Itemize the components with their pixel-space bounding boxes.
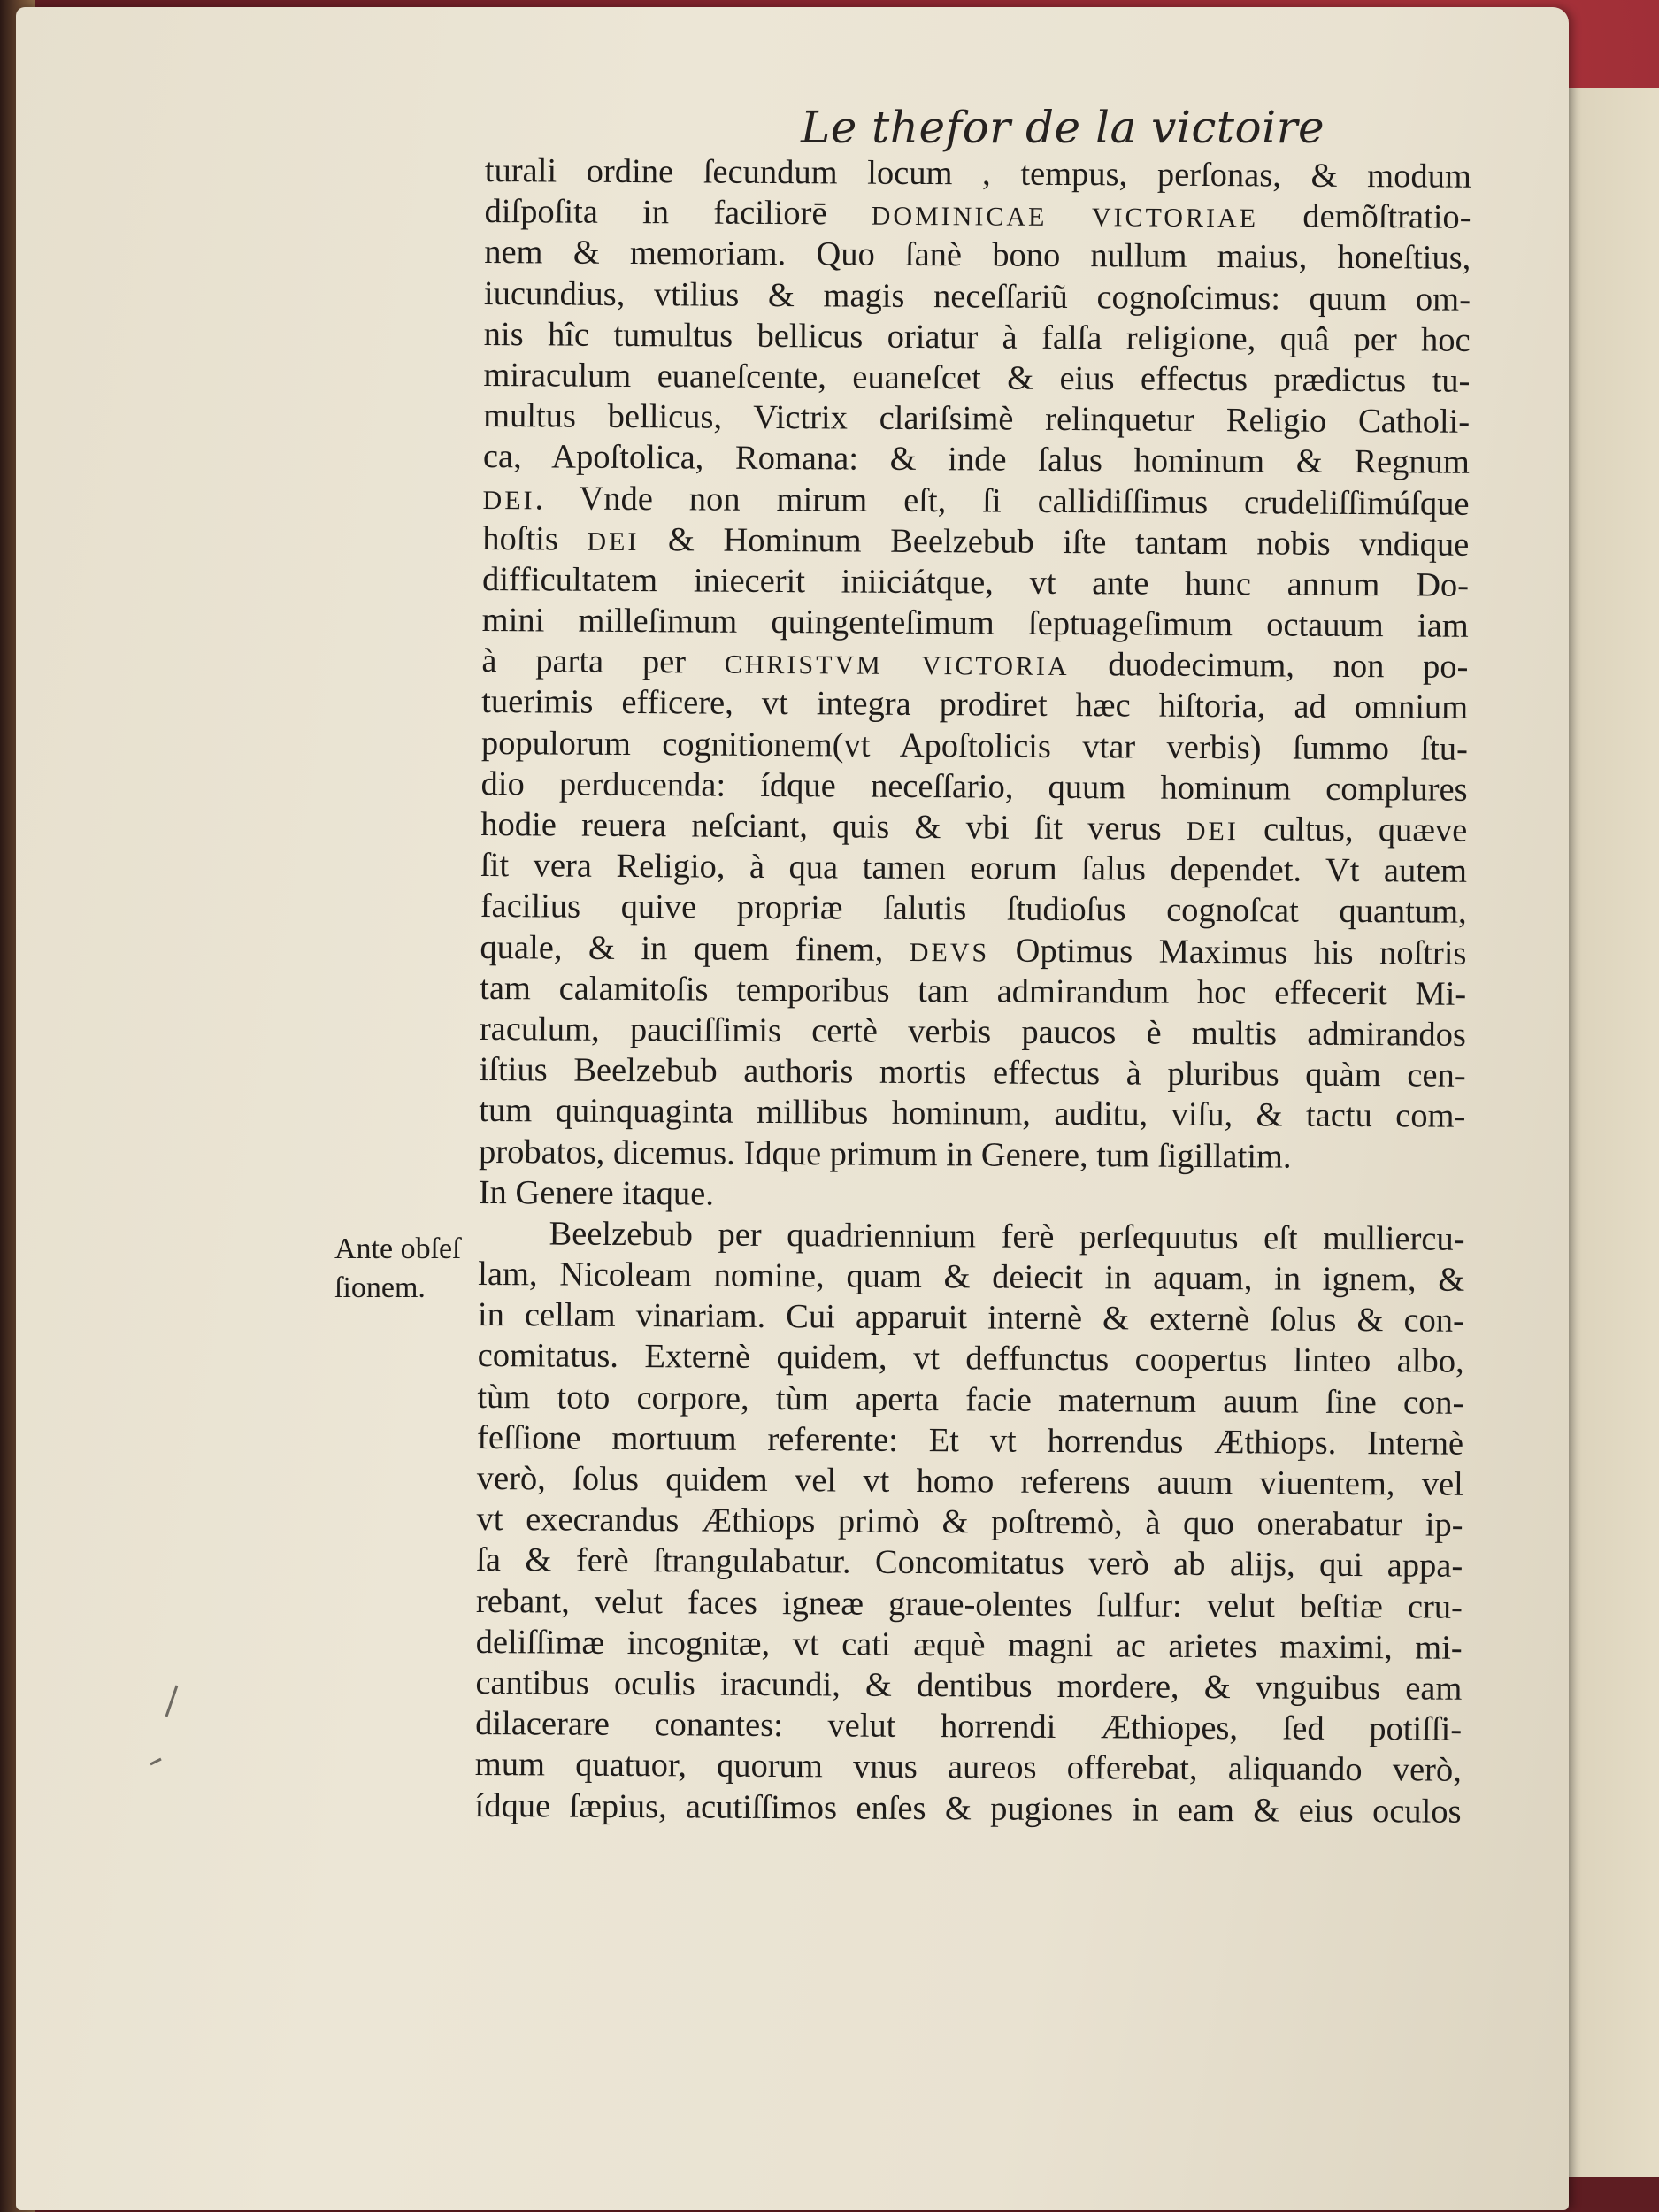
text-line <box>475 1703 1462 1750</box>
text-line <box>483 436 1470 483</box>
text-segment: difficultatem iniecerit iniiciátque, vt ante hunc annum Do- <box>481 560 1470 604</box>
text-segment: deliſſimæ incognitæ, vt cati æquè magni ac arietes maximi, mi- <box>475 1623 1463 1667</box>
text-line <box>479 1090 1465 1137</box>
text-segment: raculum, pauciſſimis certè verbis paucos è multis admirandos <box>479 1010 1467 1054</box>
text-line <box>481 723 1468 770</box>
text-segment: & Hominum Beelzebub iſte tantam nobis vndique <box>639 520 1470 564</box>
text-segment: multus bellicus, Victrix clariſsimè relinquetur Religio Catholi- <box>483 397 1471 441</box>
marginal-note-line: ſionem. <box>334 1271 426 1304</box>
text-segment: dio perducenda: ídque neceſſario, quum hominum complures <box>480 764 1468 809</box>
text-line <box>477 1377 1463 1424</box>
text-line <box>485 150 1471 197</box>
text-line <box>479 1172 1465 1219</box>
marginal-note <box>334 1230 485 1308</box>
text-segment: turali ordine ſecundum locum , tempus, perſonas, & modum <box>484 151 1471 196</box>
text-segment: à parta per <box>481 642 725 681</box>
text-segment: in cellam vinariam. Cui apparuit internè & externè ſolus & con- <box>477 1296 1465 1340</box>
text-segment: feſſione mortuum referente: Et vt horrendus Æthiops. Internè <box>476 1418 1464 1463</box>
text-segment: Beelzebub per quadriennium ferè perſequutus eſt mulliercu- <box>549 1215 1465 1258</box>
text-line <box>476 1499 1463 1546</box>
text-line <box>476 1540 1463 1586</box>
text-line <box>478 1254 1464 1301</box>
text-line <box>483 396 1470 442</box>
text-segment: duodecimum, non po- <box>1069 646 1469 687</box>
text-line <box>480 886 1467 933</box>
text-line <box>482 559 1469 606</box>
text-line <box>478 1335 1464 1382</box>
text-segment: hoſtis <box>482 519 588 558</box>
text-line <box>478 1213 1464 1260</box>
small-caps-segment: DEI <box>587 526 640 557</box>
pencil-mark <box>142 1681 195 1787</box>
text-segment: diſpoſita in faciliorē <box>484 193 872 233</box>
text-segment: demõſtratio- <box>1257 197 1471 236</box>
small-caps-segment: DOMINICAE VICTORIAE <box>871 201 1259 234</box>
text-segment: nem & memoriam. Quo ſanè bono nullum maius, honeſtius, <box>484 234 1471 278</box>
text-line <box>484 314 1471 361</box>
body-text <box>474 150 1471 1832</box>
text-segment: rebant, velut faces igneæ graue-olentes ſulfur: velut beſtiæ cru- <box>475 1582 1463 1626</box>
small-caps-segment: DEVS <box>909 937 990 968</box>
text-line <box>475 1744 1462 1791</box>
text-segment: iucundius, vtilius & magis neceſſariũ cognoſcimus: quum om- <box>483 274 1471 319</box>
text-line <box>482 518 1469 565</box>
text-segment: iſtius Beelzebub authoris mortis effectus à pluribus quàm cen- <box>479 1051 1466 1094</box>
text-segment: tùm toto corpore, tùm aperta facie maternum auum ſine con- <box>477 1378 1464 1422</box>
text-segment: populorum cognitionem(vt Apoſtolicis vtar verbis) ſummo ſtu- <box>480 724 1469 768</box>
text-segment: ca, Apoſtolica, Romana: & inde ſalus hominum & Regnum <box>482 438 1470 482</box>
text-line <box>475 1663 1462 1709</box>
text-segment: ſit vera Religio, à qua tamen eorum ſalus dependet. Vt autem <box>480 847 1468 890</box>
text-line <box>481 641 1468 687</box>
text-segment: hodie reuera neſciant, quis & vbi ſit verus <box>480 805 1187 848</box>
text-line <box>480 804 1467 851</box>
text-line <box>484 191 1471 238</box>
text-line <box>480 1009 1466 1056</box>
text-line <box>482 600 1469 647</box>
text-line <box>481 681 1468 728</box>
text-line <box>476 1581 1463 1628</box>
text-segment: mini milleſimum quingenteſimum ſeptuageſimum octauum iam <box>481 602 1469 645</box>
text-line <box>484 273 1471 320</box>
text-line <box>479 1131 1465 1178</box>
text-segment: cantibus oculis iracundi, & dentibus mordere, & vnguibus eam <box>475 1663 1463 1708</box>
text-segment: tum quinquaginta millibus hominum, auditu, viſu, & tactu com- <box>479 1092 1466 1136</box>
text-segment: comitatus. Externè quidem, vt deffunctus coopertus linteo albo, <box>477 1337 1464 1381</box>
text-segment: facilius quive propriæ ſalutis ſtudioſus cognoſcat quantum, <box>480 887 1467 932</box>
text-segment: . Vnde non mirum eſt, ſi callidiſſimus crudeliſſimúſque <box>534 479 1470 523</box>
text-segment: quale, & in quem finem, <box>480 928 910 969</box>
text-segment: probatos, dicemus. Idque primum in Genere, tum ſigillatim. <box>478 1133 1292 1176</box>
text-line <box>484 232 1471 279</box>
text-segment: nis hîc tumultus bellicus oriatur à falſa religione, quâ per hoc <box>483 315 1471 359</box>
text-line <box>480 764 1467 810</box>
text-segment: tam calamitoſis temporibus tam admirandum hoc effecerit Mi- <box>480 969 1467 1013</box>
small-caps-segment: CHRISTVM VICTORIA <box>724 649 1070 682</box>
text-segment: miraculum euaneſcente, euaneſcet & eius effectus prædictus tu- <box>483 356 1471 400</box>
text-line <box>474 1785 1461 1832</box>
text-line <box>476 1622 1463 1669</box>
text-line <box>483 355 1470 402</box>
text-segment: vt execrandus Æthiops primò & poſtremò, à quo onerabatur ip- <box>476 1501 1463 1544</box>
text-segment: Optimus Maximus his noſtris <box>989 932 1467 972</box>
text-segment: tuerimis efficere, vt integra prodiret hæc hiſtoria, ad omnium <box>481 683 1469 727</box>
marginal-note-line: Ante obſeſ <box>334 1233 461 1265</box>
text-segment: lam, Nicoleam nomine, quam & deiecit in aquam, in ignem, & <box>478 1256 1465 1299</box>
text-segment: mum quatuor, quorum vnus aureos offerebat, aliquando verò, <box>474 1746 1462 1790</box>
text-segment: ídque ſæpius, acutiſſimos enſes & pugiones in eam & eius oculos <box>474 1786 1462 1831</box>
text-line <box>477 1458 1463 1505</box>
text-line <box>477 1417 1463 1464</box>
text-line <box>480 1049 1466 1096</box>
text-segment: dilacerare conantes: velut horrendi Æthiopes, ſed potiſſi- <box>475 1705 1463 1748</box>
running-head: Le thefor de la victoire <box>801 102 1325 153</box>
text-segment: verò, ſolus quidem vel vt homo referens auum viuentem, vel <box>476 1459 1463 1503</box>
text-line <box>480 845 1467 892</box>
text-segment: In Genere itaque. <box>478 1173 715 1213</box>
small-caps-segment: DEI <box>482 485 535 515</box>
text-line <box>480 927 1466 974</box>
text-segment: ſa & ferè ſtrangulabatur. Concomitatus verò ab alijs, qui appa- <box>476 1541 1463 1586</box>
text-line <box>478 1294 1464 1341</box>
text-line <box>480 968 1466 1015</box>
text-line <box>482 477 1469 524</box>
text-segment: cultus, quæve <box>1238 810 1468 849</box>
small-caps-segment: DEI <box>1186 816 1239 847</box>
